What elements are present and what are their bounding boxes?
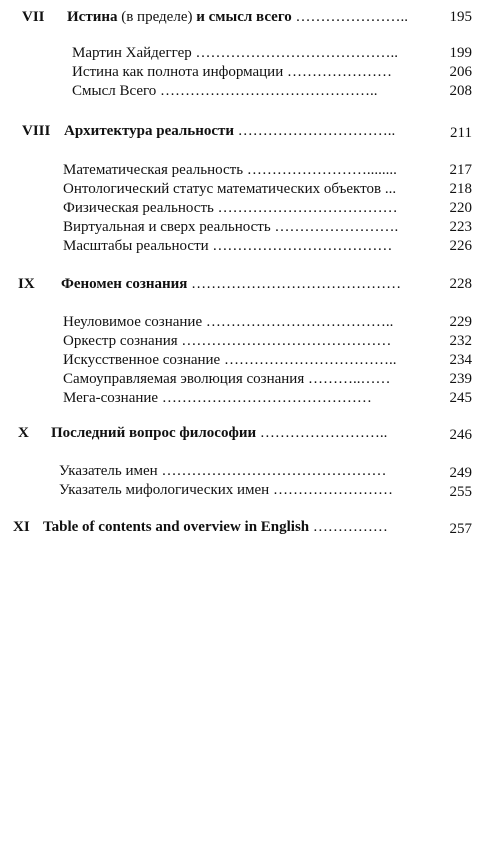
leader-dots: ……………………. (270, 219, 399, 235)
leader-dots: ………………………………….. (191, 45, 398, 61)
leader-dots: …………… (309, 519, 388, 535)
item-page-number: 208 (449, 83, 472, 99)
leader-dots: …………………………………….. (156, 83, 378, 99)
item-title: Физическая реальность (63, 200, 214, 216)
chapter-title-text: Архитектура реальности (64, 123, 235, 139)
item-page-number: 239 (449, 371, 472, 387)
chapter-number: X (18, 425, 29, 441)
leader-dots: ………..…… (304, 371, 391, 387)
item-page-number: 255 (449, 484, 472, 500)
chapter-title-normal: (в пределе) (117, 9, 197, 25)
toc-item (59, 462, 386, 480)
chapter-title-text: Table of contents and overview in English (43, 519, 310, 535)
item-title: Мега-сознание (63, 390, 159, 406)
toc-item (63, 332, 391, 350)
item-title: Самоуправляемая эволюция сознания (63, 371, 305, 387)
chapter-title-text: Феномен сознания (61, 276, 188, 292)
item-title: Мартин Хайдеггер (72, 45, 192, 61)
leader-dots: …………………………………… (177, 333, 392, 349)
toc-item (63, 389, 372, 407)
chapter-title-bold-b: и смысл всего (196, 9, 292, 25)
leader-dots: ……………………........ (243, 162, 397, 178)
toc-item (72, 44, 398, 62)
leader-dots: …………………….. (256, 425, 388, 441)
toc-item (63, 370, 390, 388)
toc-item (63, 180, 396, 198)
chapter-title (64, 122, 395, 140)
item-page-number: 217 (449, 162, 472, 178)
chapter-title (67, 8, 408, 26)
toc-item (63, 351, 396, 369)
leader-dots: …………………………………… (158, 390, 372, 406)
item-title: Неуловимое сознание (63, 314, 203, 330)
item-title: Смысл Всего (72, 83, 157, 99)
item-page-number: 234 (449, 352, 472, 368)
item-title: Онтологический статус математических объектов (63, 181, 382, 197)
chapter-title (51, 424, 387, 442)
item-title: Виртуальная и сверх реальность (63, 219, 271, 235)
chapter-page-number: 211 (450, 125, 472, 141)
item-page-number: 249 (449, 465, 472, 481)
chapter-number: VII (22, 9, 45, 25)
toc-item (63, 161, 397, 179)
leader-dots: ………………… (283, 64, 392, 80)
toc-item (59, 481, 393, 499)
toc-item (72, 82, 378, 100)
item-title: Истина как полнота информации (72, 64, 284, 80)
item-page-number: 245 (449, 390, 472, 406)
toc-item (63, 237, 392, 255)
leader-dots: ………………………….. (234, 123, 396, 139)
chapter-page-number: 257 (449, 521, 472, 537)
item-page-number: 218 (449, 181, 472, 197)
leader-dots: ……………………………… (208, 238, 393, 254)
toc-item (63, 218, 398, 236)
chapter-title-text: Последний вопрос философии (51, 425, 257, 441)
leader-dots: …………………… (269, 482, 393, 498)
leader-dots: ... (381, 181, 397, 197)
item-title: Указатель имен (59, 463, 158, 479)
leader-dots: ……………………………… (213, 200, 398, 216)
leader-dots: ………………….. (291, 9, 409, 25)
chapter-number: VIII (22, 123, 51, 139)
leader-dots: ……………………………………… (157, 463, 387, 479)
item-page-number: 220 (449, 200, 472, 216)
chapter-number: IX (18, 276, 35, 292)
leader-dots: ……………………………….. (202, 314, 394, 330)
leader-dots: …………………………………… (187, 276, 402, 292)
chapter-number: XI (13, 519, 30, 535)
item-page-number: 223 (449, 219, 472, 235)
chapter-page-number: 228 (449, 276, 472, 292)
item-page-number: 206 (449, 64, 472, 80)
toc-item (72, 63, 392, 81)
toc-item (63, 199, 398, 217)
item-title: Масштабы реальности (63, 238, 209, 254)
item-title: Указатель мифологических имен (59, 482, 270, 498)
item-page-number: 229 (449, 314, 472, 330)
leader-dots: …………………………….. (220, 352, 397, 368)
item-title: Искусственное сознание (63, 352, 221, 368)
item-page-number: 199 (449, 45, 472, 61)
item-page-number: 226 (449, 238, 472, 254)
chapter-title (61, 275, 401, 293)
toc-item (63, 313, 393, 331)
item-title: Математическая реальность (63, 162, 244, 178)
chapter-title-bold-a: Истина (67, 9, 118, 25)
chapter-page-number: 195 (449, 9, 472, 25)
chapter-title (43, 518, 388, 536)
item-page-number: 232 (449, 333, 472, 349)
item-title: Оркестр сознания (63, 333, 178, 349)
chapter-page-number: 246 (449, 427, 472, 443)
